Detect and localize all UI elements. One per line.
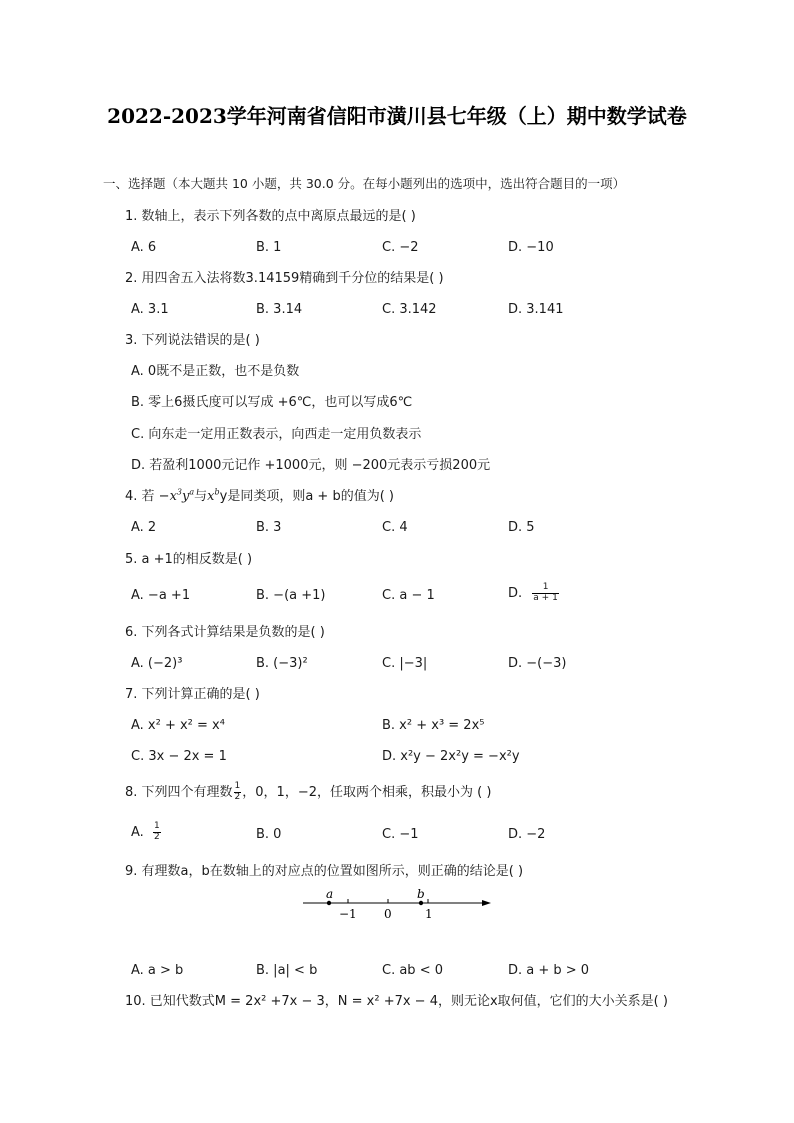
q8-option-c: C. −1: [382, 827, 419, 842]
q5-option-b: B. −(a +1): [256, 588, 326, 603]
q4-option-c: C. 4: [382, 520, 408, 535]
question-10-stem: 10. 已知代数式M = 2x² +7x − 3，N = x² +7x − 4，则无论x取何值，它们的大小关系是( ): [125, 994, 668, 1009]
q3-option-c: C. 向东走一定用正数表示，向西走一定用负数表示: [131, 427, 422, 442]
q5-option-c: C. a − 1: [382, 588, 435, 603]
fraction-denominator: 2: [153, 831, 160, 842]
q4-option-d: D. 5: [508, 520, 535, 535]
q5-option-a: A. −a +1: [131, 588, 191, 603]
tick-label-0: 0: [384, 907, 392, 921]
tick-label-minus-1: −1: [339, 907, 357, 921]
q4-stem-suffix: y是同类项，则a + b的值为( ): [219, 489, 394, 504]
q1-option-c: C. −2: [382, 240, 419, 255]
q8-option-b: B. 0: [256, 827, 282, 842]
fraction-numerator: 1: [532, 583, 559, 594]
question-5-stem: 5. a +1的相反数是( ): [125, 552, 253, 567]
q8-stem-prefix: 8. 下列四个有理数: [125, 784, 233, 800]
fraction-denominator: a + 1: [533, 592, 558, 603]
point-a-label: a: [326, 887, 334, 901]
q9-option-b: B. |a| < b: [256, 963, 318, 978]
q5-option-d: [508, 583, 559, 604]
q7-option-d: D. x²y − 2x²y = −x²y: [382, 749, 520, 764]
question-2-stem: 2. 用四舍五入法将数3.14159精确到千分位的结果是( ): [125, 271, 444, 286]
q7-option-c: C. 3x − 2x = 1: [131, 749, 227, 764]
q9-option-d: D. a + b > 0: [508, 963, 590, 978]
fraction-numerator: 1: [153, 821, 160, 831]
point-b-label: b: [417, 887, 425, 901]
q4-term-2: $x^b$: [207, 487, 220, 504]
page-title: 2022-2023学年河南省信阳市潢川县七年级（上）期中数学试卷: [107, 104, 687, 128]
q3-option-a: A. 0既不是正数，也不是负数: [131, 364, 300, 379]
q6-option-b: B. (−3)²: [256, 656, 308, 671]
section-heading: 一、选择题（本大题共 10 小题，共 30.0 分。在每小题列出的选项中，选出符合题目的一项）: [103, 176, 626, 191]
point-b: [419, 901, 423, 905]
q6-option-c: C. |−3|: [382, 656, 428, 671]
q9-option-a: A. a > b: [131, 963, 184, 978]
q8-option-a-label: A.: [131, 824, 144, 840]
fraction-numerator: 1: [234, 781, 241, 791]
fraction-denominator: 2: [234, 791, 241, 802]
question-6-stem: 6. 下列各式计算结果是负数的是( ): [125, 625, 325, 640]
q1-option-b: B. 1: [256, 240, 282, 255]
q4-option-a: A. 2: [131, 520, 157, 535]
q7-option-a: A. x² + x² = x⁴: [131, 718, 225, 733]
q3-option-d: D. 若盈利1000元记作 +1000元，则 −200元表示亏损200元: [131, 458, 491, 473]
q4-term-1: $x^3y^a$: [169, 487, 195, 504]
q2-option-a: A. 3.1: [131, 302, 169, 317]
q6-option-a: A. (−2)³: [131, 656, 183, 671]
q2-option-c: C. 3.142: [382, 302, 437, 317]
question-7-stem: 7. 下列计算正确的是( ): [125, 687, 260, 702]
question-3-stem: 3. 下列说法错误的是( ): [125, 333, 260, 348]
tick-label-1: 1: [425, 907, 433, 921]
q8-option-d: D. −2: [508, 827, 546, 842]
q8-fraction: [234, 782, 242, 803]
q8-option-a: [131, 822, 161, 843]
question-9-stem: 9. 有理数a，b在数轴上的对应点的位置如图所示，则正确的结论是( ): [125, 864, 524, 879]
q7-option-b: B. x² + x³ = 2x⁵: [382, 718, 485, 733]
q1-option-a: A. 6: [131, 240, 157, 255]
axis-arrow-icon: [482, 900, 491, 906]
q8-option-a-fraction: [153, 822, 161, 843]
q5-option-d-fraction: [532, 583, 559, 604]
question-4-stem: 4. 若 $-x^3y^a$与$x^by$是同类项，则a + b的值为( ): [125, 487, 394, 504]
q8-stem-suffix: ，0，1，−2，任取两个相乘，积最小为 ( ): [242, 784, 492, 800]
question-8-stem: [125, 782, 491, 803]
q1-option-d: D. −10: [508, 240, 554, 255]
q2-option-d: D. 3.141: [508, 302, 564, 317]
q4-stem-prefix: 4. 若 −: [125, 489, 170, 504]
q2-option-b: B. 3.14: [256, 302, 303, 317]
number-line-diagram: [298, 884, 498, 924]
q4-option-b: B. 3: [256, 520, 282, 535]
q6-option-d: D. −(−3): [508, 656, 567, 671]
q3-option-b: B. 零上6摄氏度可以写成 +6℃，也可以写成6℃: [131, 395, 413, 410]
q5-option-d-label: D.: [508, 585, 523, 601]
question-1-stem: 1. 数轴上，表示下列各数的点中离原点最远的是( ): [125, 209, 416, 224]
q9-option-c: C. ab < 0: [382, 963, 443, 978]
point-a: [327, 901, 331, 905]
